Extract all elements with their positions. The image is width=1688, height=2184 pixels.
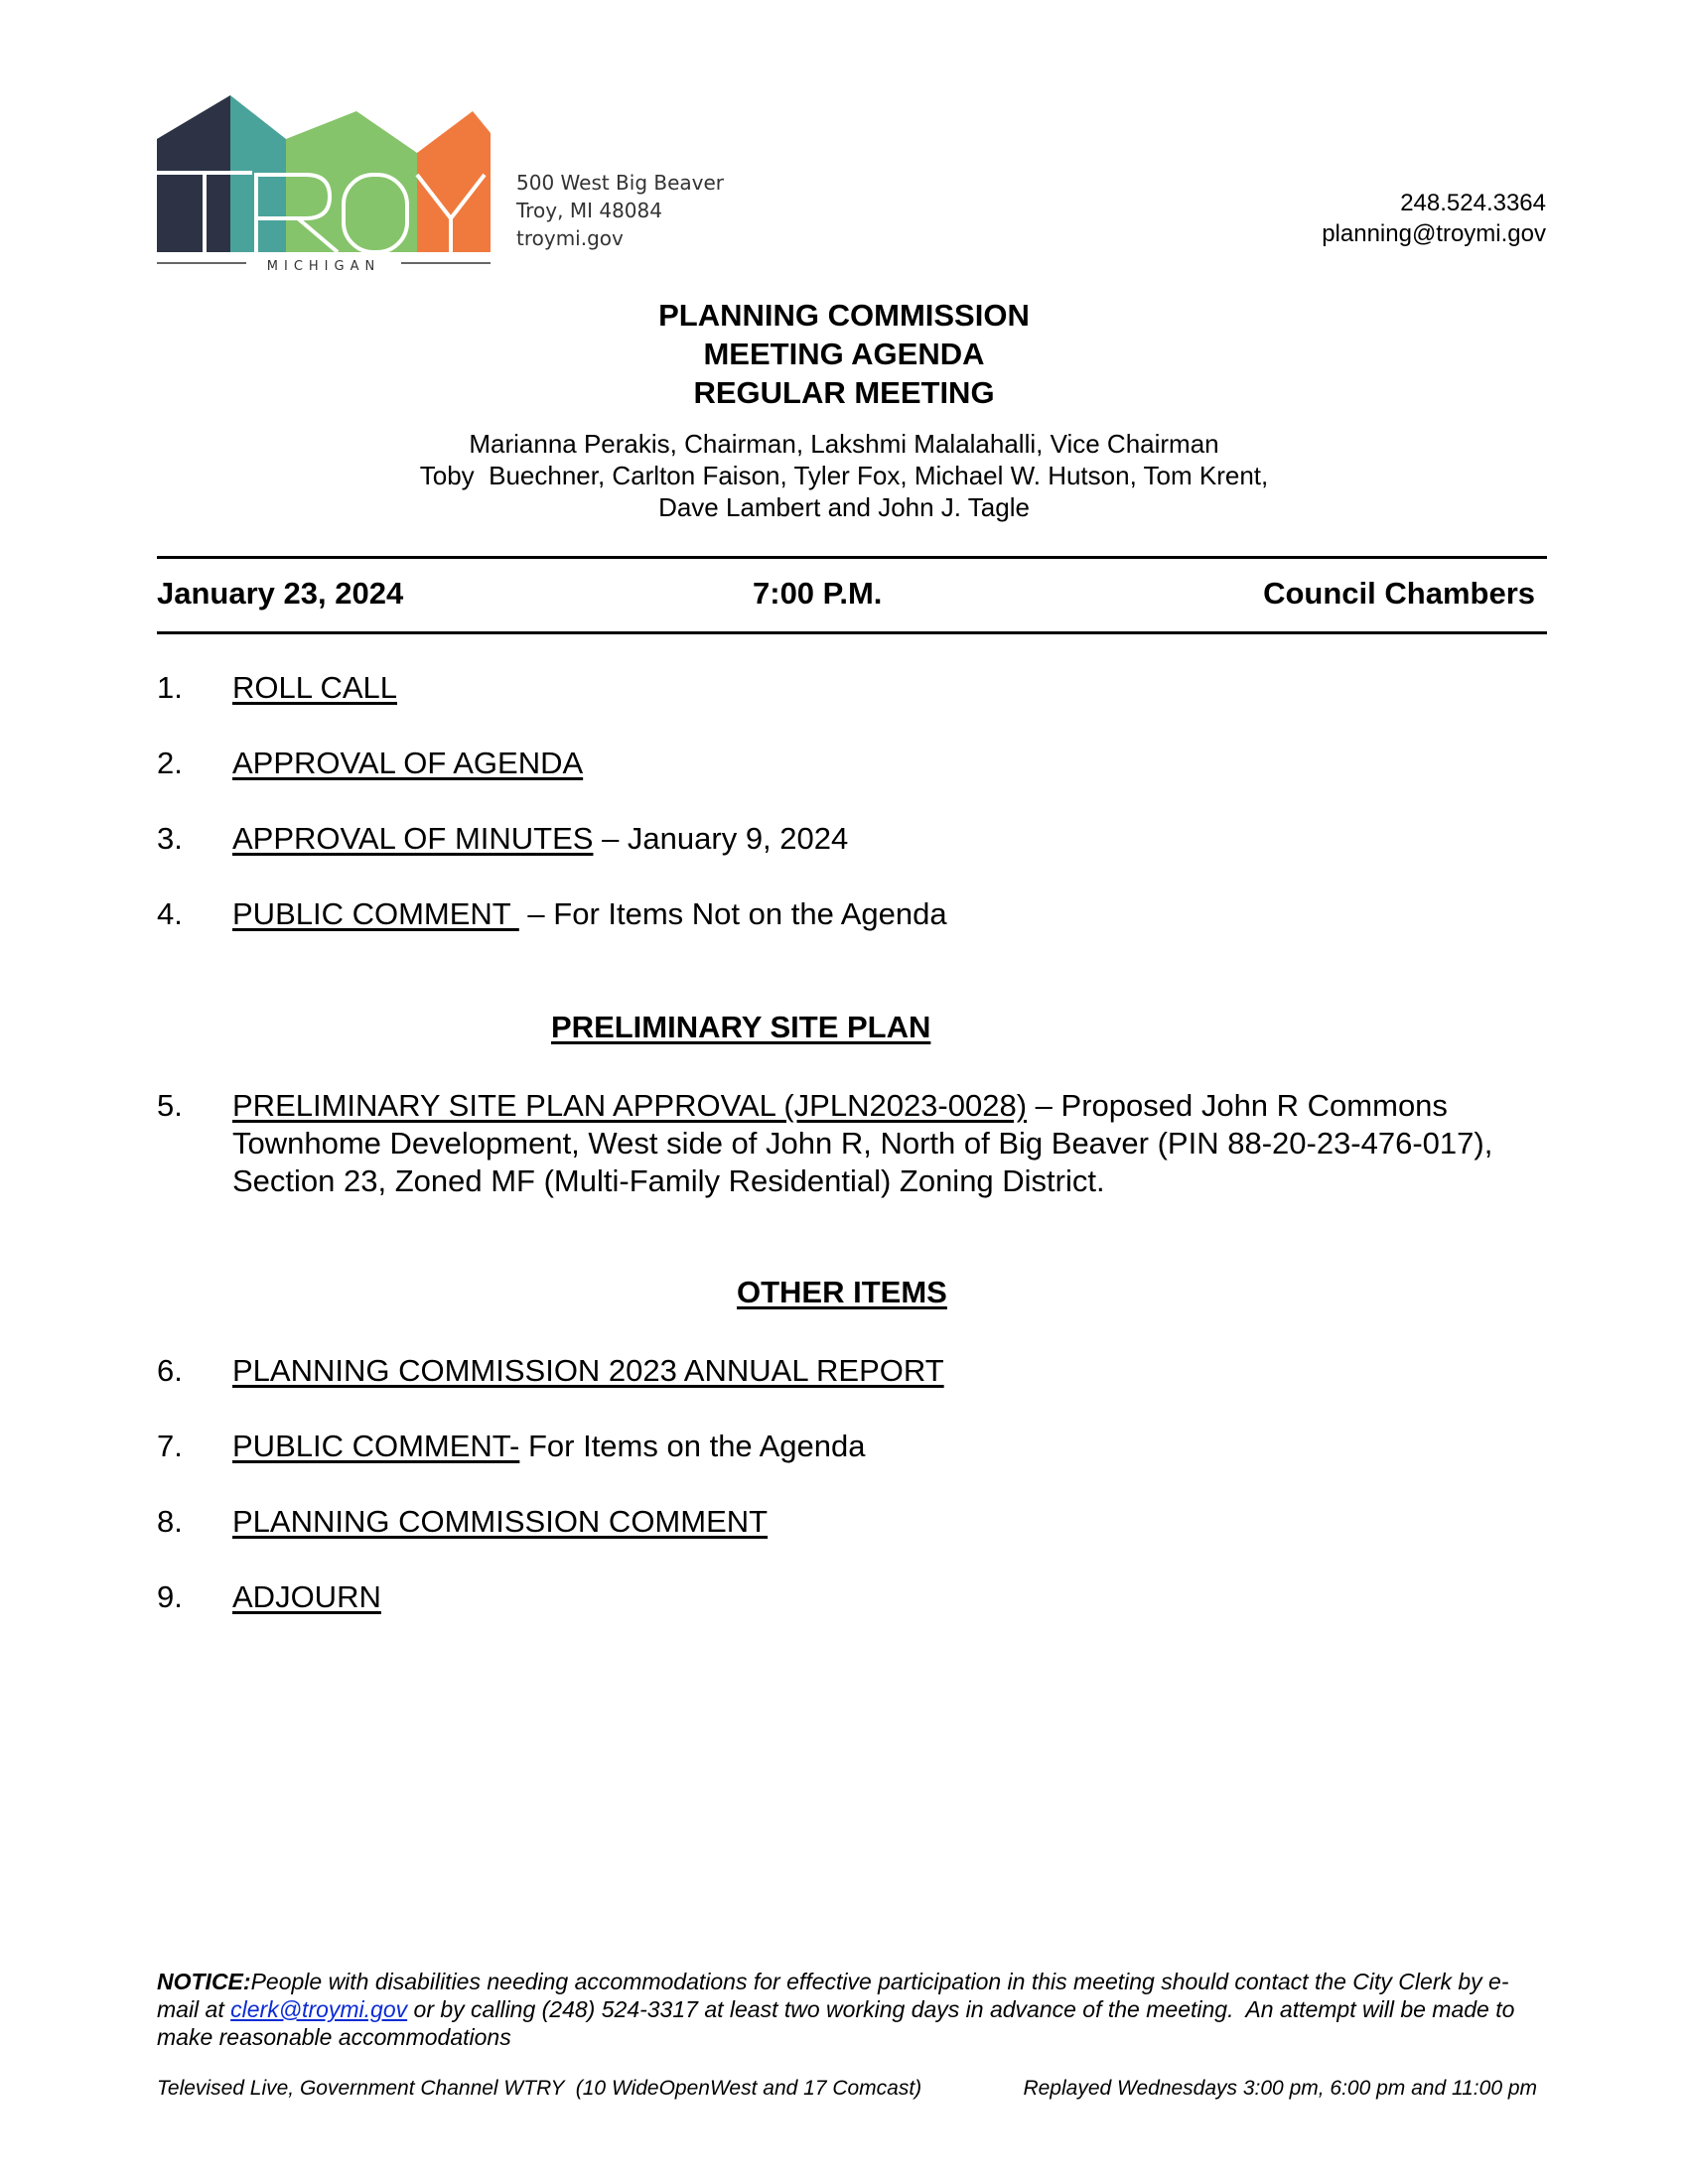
agenda-item <box>157 1428 1547 1465</box>
item-title: PUBLIC COMMENT <box>232 896 519 931</box>
item-number: 8. <box>157 1504 183 1539</box>
item-title: APPROVAL OF MINUTES <box>232 821 594 856</box>
title-line: REGULAR MEETING <box>693 375 995 410</box>
agenda-item <box>157 895 1547 933</box>
agenda-item <box>157 1352 1547 1390</box>
contact-email: planning@troymi.gov <box>1322 220 1546 247</box>
meeting-place: Council Chambers <box>1263 576 1535 611</box>
item-number: 5. <box>157 1088 183 1123</box>
members-line: Toby Buechner, Carlton Faison, Tyler Fox, Michael W. Hutson, Tom Krent, <box>419 461 1269 490</box>
divider-top <box>157 556 1547 559</box>
agenda-item <box>157 1578 1547 1616</box>
item-title: PRELIMINARY SITE PLAN APPROVAL (JPLN2023-0028) <box>232 1088 1028 1123</box>
item-number: 4. <box>157 896 183 931</box>
divider-bottom <box>157 631 1547 634</box>
address-block <box>516 169 724 252</box>
address-street: 500 West Big Beaver <box>516 171 725 195</box>
logo-text: TROY <box>158 96 161 97</box>
agenda-item <box>157 1503 1547 1541</box>
agenda-titles <box>0 296 1688 412</box>
address-website: troymi.gov <box>516 226 624 250</box>
item-number: 1. <box>157 670 183 705</box>
agenda-item <box>157 1087 1542 1200</box>
item-title: PLANNING COMMISSION COMMENT <box>232 1504 769 1539</box>
item-title: ROLL CALL <box>232 670 397 705</box>
item-detail: For Items on the Agenda <box>519 1429 866 1463</box>
broadcast-replay: Replayed Wednesdays 3:00 pm, 6:00 pm and 11:00 pm <box>1023 2077 1537 2100</box>
agenda-item <box>157 745 1547 782</box>
members-line: Dave Lambert and John J. Tagle <box>658 492 1030 522</box>
agenda-item <box>157 669 1547 707</box>
meeting-info <box>157 576 1535 615</box>
address-city: Troy, MI 48084 <box>516 199 662 222</box>
troy-logo <box>157 95 491 272</box>
notice-text: or by calling (248) 524-3317 at least two working days in advance of the meeting. An attempt will be made to make reasonable accommodations <box>157 1996 1521 2050</box>
notice-label: NOTICE: <box>157 1969 251 1994</box>
item-title: PLANNING COMMISSION 2023 ANNUAL REPORT <box>232 1353 944 1388</box>
logo-subtext: MICHIGAN <box>266 259 381 272</box>
accessibility-notice <box>157 1968 1547 2051</box>
contact-block <box>1322 188 1546 249</box>
commission-members <box>0 428 1688 523</box>
item-number: 6. <box>157 1353 183 1388</box>
phone-number: 248.524.3364 <box>1400 190 1546 216</box>
item-number: 7. <box>157 1429 183 1463</box>
agenda-item <box>157 820 1547 858</box>
members-line: Marianna Perakis, Chairman, Lakshmi Malalahalli, Vice Chairman <box>469 429 1219 459</box>
item-title: PUBLIC COMMENT- <box>232 1429 520 1463</box>
item-title: ADJOURN <box>232 1579 381 1614</box>
item-number: 2. <box>157 746 183 780</box>
meeting-date: January 23, 2024 <box>157 576 404 611</box>
item-number: 3. <box>157 821 183 856</box>
title-line: PLANNING COMMISSION <box>658 298 1030 333</box>
notice-text: People with disabilities needing accommodations for effective participation in this meeting should contact the City Clerk by e-mail at <box>157 1969 1509 2022</box>
section-heading-other: OTHER ITEMS <box>737 1275 947 1309</box>
item-detail: – For Items Not on the Agenda <box>518 896 947 931</box>
broadcast-info <box>157 2077 1537 2101</box>
item-title: APPROVAL OF AGENDA <box>232 746 584 780</box>
item-detail: – January 9, 2024 <box>593 821 849 856</box>
title-line: MEETING AGENDA <box>703 337 985 371</box>
broadcast-live: Televised Live, Government Channel WTRY (10 WideOpenWest and 17 Comcast) <box>157 2077 922 2100</box>
meeting-time: 7:00 P.M. <box>753 576 883 611</box>
item-detail: – Proposed John R Commons Townhome Development, West side of John R, North of Big Beaver (PIN 88-20-23-476-017), Section 23, Zoned MF (Multi-Family Residential) Zoning District. <box>232 1088 1493 1198</box>
section-heading-preliminary: PRELIMINARY SITE PLAN <box>551 1010 931 1044</box>
clerk-email-link[interactable]: clerk@troymi.gov <box>230 1996 408 2022</box>
item-number: 9. <box>157 1579 183 1614</box>
